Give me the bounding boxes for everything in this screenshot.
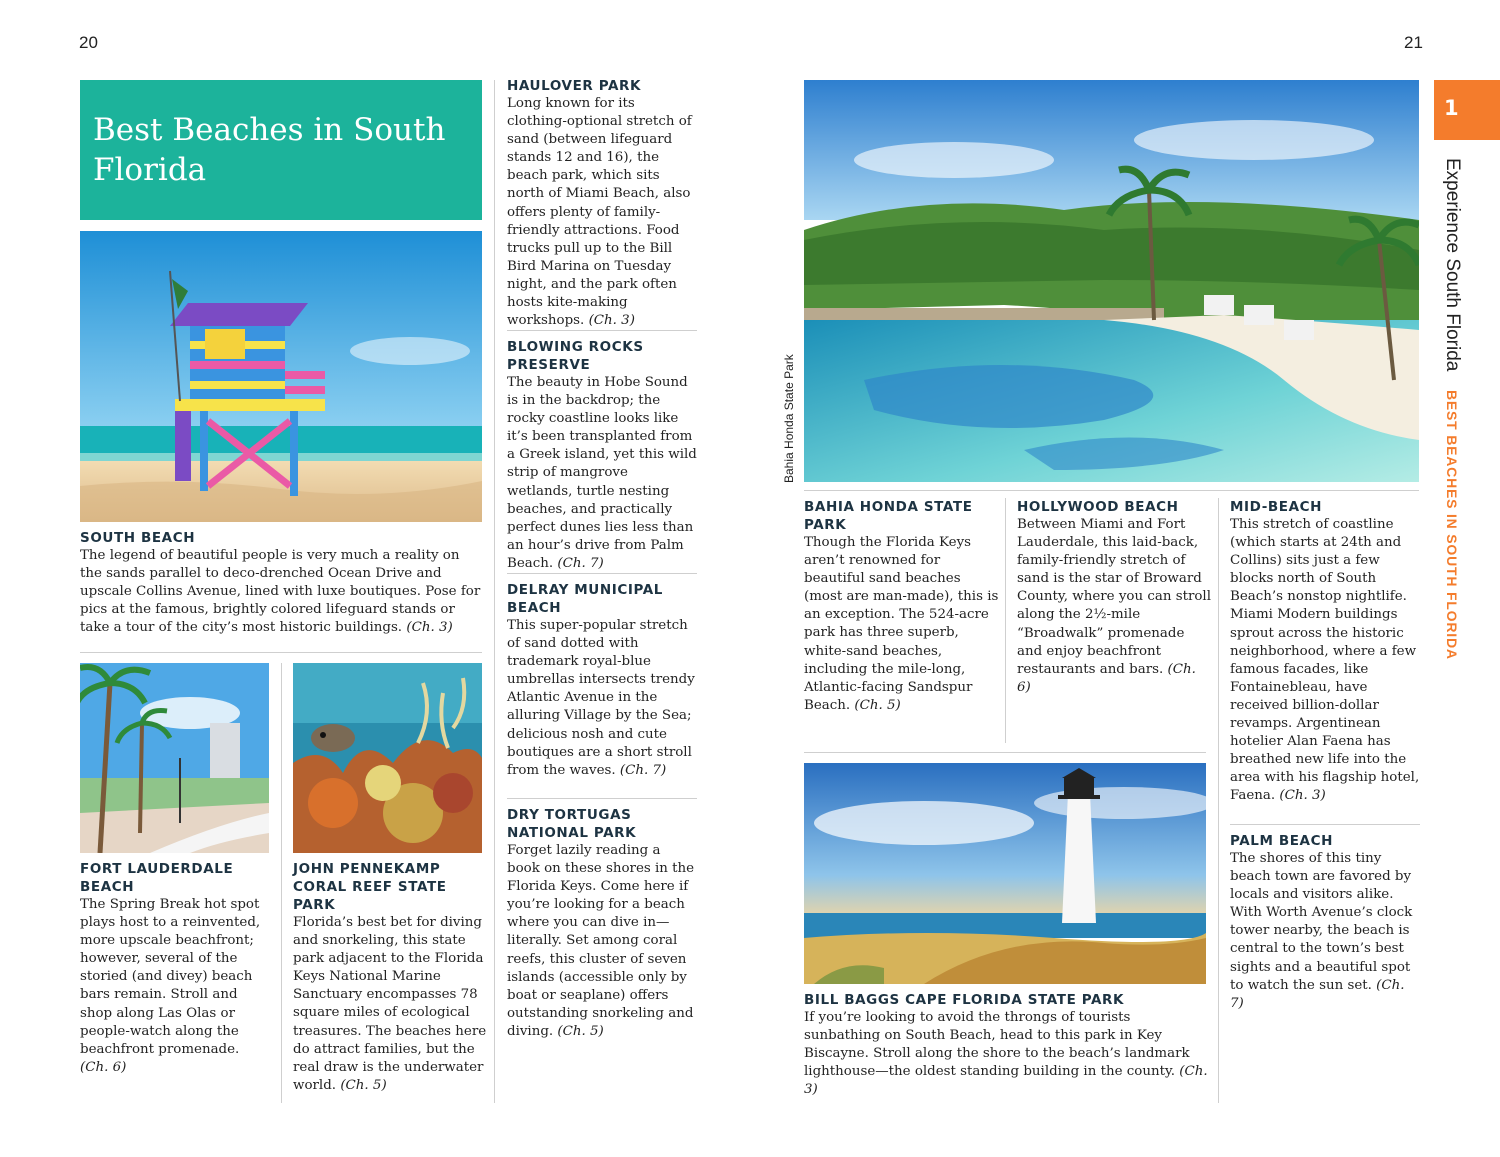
divider [281,663,282,1103]
south-beach-photo [80,231,482,522]
entry-text: This super-popular stretch of sand dotted with trademark royal-blue umbrellas intersects trendy Atlantic Avenue in the alluring Village by the Sea; delicious nosh and cute boutiques are a short stroll from the waves. [507,618,695,778]
divider [80,652,482,653]
entry-heading: PALM BEACH [1230,833,1334,849]
entry-palm-beach [1230,832,1422,1013]
entry-body [507,95,697,330]
chapter-ref: (Ch. 7) [619,762,667,778]
running-head [1441,158,1463,660]
entry-text: The Spring Break hot spot plays host to a reinvented, more upscale beachfront; however, several of the storied (and divey) beach bars remain. Stroll and shop along Las Olas or people-watch along the beachfront promenade. [80,897,261,1057]
entry-dry-tortugas [507,806,697,1041]
chapter-tab [1434,80,1500,140]
divider [1005,498,1006,743]
entry-hollywood [1017,498,1213,697]
running-head-title: Experience South Florida [1442,158,1463,372]
chapter-ref: (Ch. 7) [557,555,604,571]
entry-text: The shores of this tiny beach town are favored by locals and visitors alike. With Worth Avenue’s clock tower nearby, the beach is central to the town’s best sights and a beautiful spot to watch the sun set. [1230,851,1413,993]
divider [507,330,697,331]
chapter-ref: (Ch. 5) [557,1023,604,1039]
page-number-left: 20 [79,33,98,52]
chapter-number: 1 [1444,96,1459,120]
bahia-honda-photo [804,80,1419,482]
entry-body [804,534,999,715]
entry-text: Forget lazily reading a book on these shores in the Florida Keys. Come here if you’re looking for a beach where you can dive in—literally. Set among coral reefs, this cluster of seven islands (accessible only by boat or seaplane) offers outstanding snorkeling and diving. [507,843,695,1039]
chapter-ref: (Ch. 3) [804,1064,1208,1098]
chapter-ref: (Ch. 6) [1017,661,1196,695]
title-box [80,80,482,220]
page-title: Best Beaches in South Florida [93,112,446,188]
entry-body [1017,516,1213,697]
entry-heading: BLOWING ROCKS PRESERVE [507,339,644,373]
entry-delray [507,581,697,780]
entry-body [507,842,697,1041]
entry-bahia-honda [804,498,999,715]
divider [804,752,1206,753]
chapter-ref: (Ch. 3) [406,620,453,636]
chapter-ref: (Ch. 7) [1230,977,1405,1011]
entry-body [507,374,697,573]
divider [494,80,495,1103]
entry-text: Between Miami and Fort Lauderdale, this laid-back, family-friendly stretch of sand is the star of Broward County, where you can stroll along the 2½-mile “Broadwalk” promenade and enjoy beachfront restaurants and bars. [1017,517,1211,677]
entry-south-beach [80,529,482,637]
entry-body [80,896,269,1077]
entry-text: The legend of beautiful people is very much a reality on the sands parallel to deco-drenched Ocean Drive and upscale Collins Avenue, lined with luxe boutiques. Pose for pics at the famous, brightly colored lifeguard stands or take a tour of the city’s most historic buildings. [80,548,481,636]
divider [1230,824,1420,825]
entry-heading: MID-BEACH [1230,499,1323,515]
running-head-section: BEST BEACHES IN SOUTH FLORIDA [1444,390,1460,661]
entry-text: Though the Florida Keys aren’t renowned for beautiful sand beaches (most are man-made), this is an exception. The 524-acre park has three superb, white-sand beaches, including the mile-long, Atlantic-facing Sandspur Beach. [804,535,999,713]
entry-mid-beach [1230,498,1422,806]
chapter-ref: (Ch. 3) [588,313,635,329]
entry-body [80,547,482,637]
divider [804,490,1419,491]
page-number-right: 21 [1404,33,1423,52]
chapter-ref: (Ch. 3) [1279,788,1326,804]
fort-lauderdale-photo [80,663,269,853]
coral-reef-photo [293,663,482,853]
entry-blowing-rocks [507,338,697,573]
divider [507,798,697,799]
divider [507,573,697,574]
photo-credit: Bahia Honda State Park [782,354,796,483]
entry-heading: DRY TORTUGAS NATIONAL PARK [507,807,637,841]
entry-body [507,617,697,780]
entry-body [1230,516,1422,806]
entry-text: Florida’s best bet for diving and snorkeling, this state park adjacent to the Florida Keys National Marine Sanctuary encompasses 78 square miles of ecological treasures. The beaches here do attract families, but the real draw is the underwater world. [293,915,487,1093]
entry-text: If you’re looking to avoid the throngs of tourists sunbathing on South Beach, head to this park in Key Biscayne. Stroll along the shore to the beach’s landmark lighthouse—the oldest standing building in the county. [804,1010,1190,1080]
chapter-ref: (Ch. 6) [80,1059,127,1075]
entry-heading: BAHIA HONDA STATE PARK [804,499,973,533]
entry-pennekamp [293,860,488,1095]
entry-fort-lauderdale [80,860,269,1077]
entry-heading: FORT LAUDERDALE BEACH [80,861,234,895]
entry-heading: BILL BAGGS CAPE FLORIDA STATE PARK [804,992,1125,1008]
divider [1218,498,1219,1103]
entry-text: The beauty in Hobe Sound is in the backdrop; the rocky coastline looks like it’s been transplanted from a Greek island, yet this wild strip of mangrove wetlands, turtle nesting beaches, and practically perfect dunes lies less than an hour’s drive from Palm Beach. [507,375,697,571]
chapter-ref: (Ch. 5) [854,697,901,713]
entry-text: Long known for its clothing-optional stretch of sand (between lifeguard stands 12 and 16), the beach park, which sits north of Miami Beach, also offers plenty of family-friendly attractions. Food trucks pull up to the Bill Bird Marina on Tuesday night, and the park often hosts kite-making workshops. [507,96,692,329]
entry-heading: SOUTH BEACH [80,530,196,546]
lighthouse-photo [804,763,1206,984]
entry-haulover [507,77,697,330]
chapter-ref: (Ch. 5) [340,1077,387,1093]
entry-body [293,914,488,1095]
entry-text: This stretch of coastline (which starts at 24th and Collins) sits just a few blocks north of South Beach’s nonstop nightlife. Miami Modern buildings sprout across the historic neighborhood, where a few famous facades, like Fontainebleau, have received billion-dollar revamps. Argentinean hotelier Alan Faena has breathed new life into the area with his flagship hotel, Faena. [1230,517,1420,804]
entry-heading: HOLLYWOOD BEACH [1017,499,1179,515]
entry-heading: JOHN PENNEKAMP CORAL REEF STATE PARK [293,861,447,913]
entry-heading: DELRAY MUNICIPAL BEACH [507,582,664,616]
entry-body [1230,850,1422,1013]
entry-heading: HAULOVER PARK [507,78,642,94]
entry-body [804,1009,1210,1099]
entry-bill-baggs [804,991,1210,1099]
